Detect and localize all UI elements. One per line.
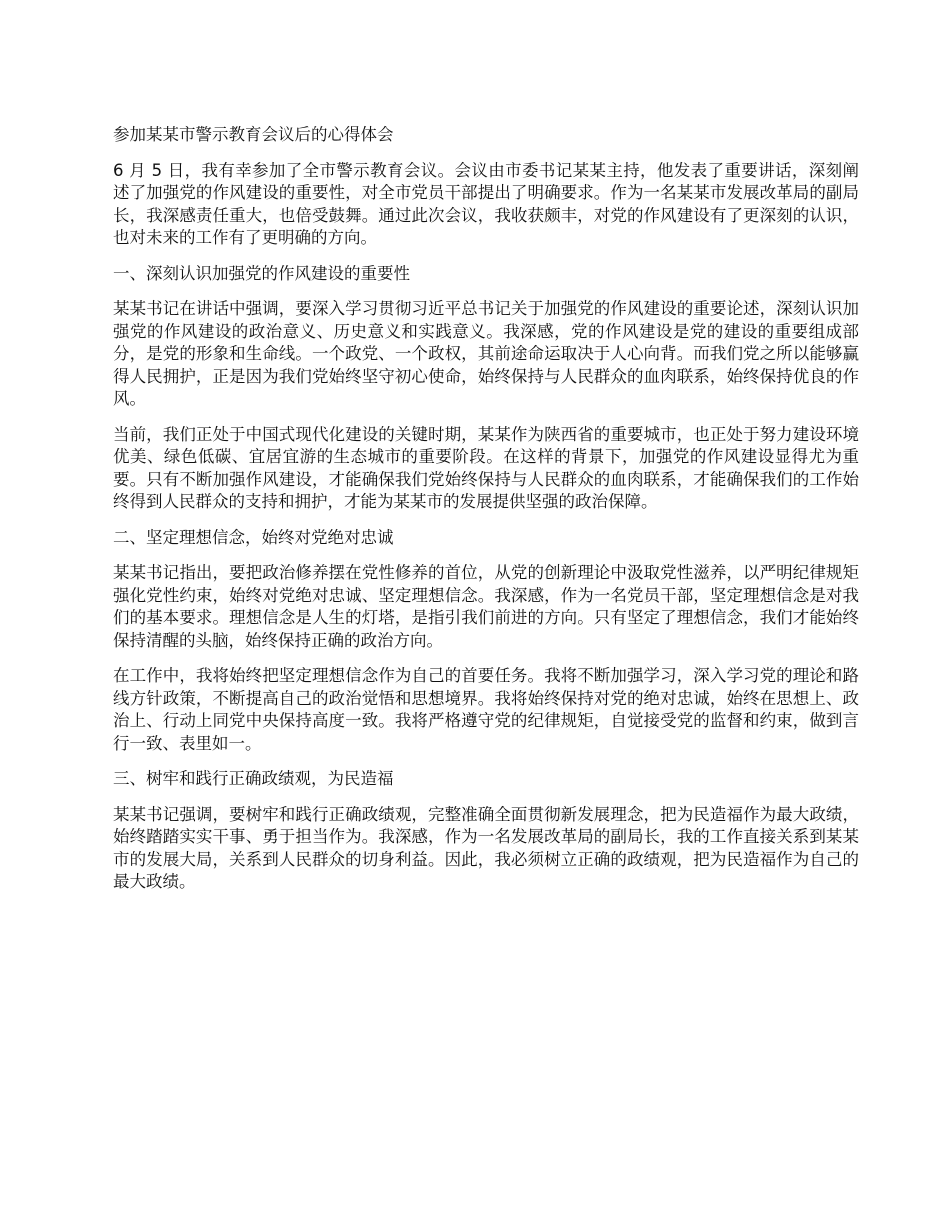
document-page bbox=[113, 124, 859, 907]
section-1-heading: 一、深刻认识加强党的作风建设的重要性 bbox=[113, 263, 410, 283]
section-1-paragraph-1: 某某书记在讲话中强调，要深入学习贯彻习近平总书记关于加强党的作风建设的重要论述，深刻认识加强党的作风建设的政治意义、历史意义和实践意义。我深感，党的作风建设是党的建设的重要组成部分，是党的形象和生命线。一个政党、一个政权，其前途命运取决于人心向背。而我们党之所以能够赢得人民拥护，正是因为我们党始终坚守初心使命，始终保持与人民群众的血肉联系，始终保持优良的作风。 bbox=[113, 299, 859, 408]
intro-paragraph: 6 月 5 日，我有幸参加了全市警示教育会议。会议由市委书记某某主持，他发表了重要讲话，深刻阐述了加强党的作风建设的重要性，对全市党员干部提出了明确要求。作为一名某某市发展改革局的副局长，我深感责任重大，也倍受鼓舞。通过此次会议，我收获颇丰，对党的作风建设有了更深刻的认识，也对未来的工作有了更明确的方向。 bbox=[113, 160, 859, 247]
section-3-paragraph-1: 某某书记强调，要树牢和践行正确政绩观，完整准确全面贯彻新发展理念，把为民造福作为最大政绩，始终踏踏实实干事、勇于担当作为。我深感，作为一名发展改革局的副局长，我的工作直接关系到某某市的发展大局，关系到人民群众的切身利益。因此，我必须树立正确的政绩观，把为民造福作为自己的最大政绩。 bbox=[113, 804, 859, 891]
section-3-heading: 三、树牢和践行正确政绩观，为民造福 bbox=[113, 769, 394, 788]
document-title: 参加某某市警示教育会议后的心得体会 bbox=[113, 125, 394, 144]
section-2-paragraph-1: 某某书记指出，要把政治修养摆在党性修养的首位，从党的创新理论中汲取党性滋养，以严明纪律规矩强化党性约束，始终对党绝对忠诚、坚定理想信念。我深感，作为一名党员干部，坚定理想信念是对我们的基本要求。理想信念是人生的灯塔，是指引我们前进的方向。只有坚定了理想信念，我们才能始终保持清醒的头脑，始终保持正确的政治方向。 bbox=[113, 563, 859, 650]
section-2-paragraph-2: 在工作中，我将始终把坚定理想信念作为自己的首要任务。我将不断加强学习，深入学习党的理论和路线方针政策，不断提高自己的政治觉悟和思想境界。我将始终保持对党的绝对忠诚，始终在思想上、政治上、行动上同党中央保持高度一致。我将严格遵守党的纪律规矩，自觉接受党的监督和约束，做到言行一致、表里如一。 bbox=[113, 666, 859, 753]
section-2-heading: 二、坚定理想信念，始终对党绝对忠诚 bbox=[113, 527, 394, 547]
section-1-paragraph-2: 当前，我们正处于中国式现代化建设的关键时期，某某作为陕西省的重要城市，也正处于努力建设环境优美、绿色低碳、宜居宜游的生态城市的重要阶段。在这样的背景下，加强党的作风建设显得尤为重要。只有不断加强作风建设，才能确保我们党始终保持与人民群众的血肉联系，才能确保我们的工作始终得到人民群众的支持和拥护，才能为某某市的发展提供坚强的政治保障。 bbox=[113, 424, 859, 511]
